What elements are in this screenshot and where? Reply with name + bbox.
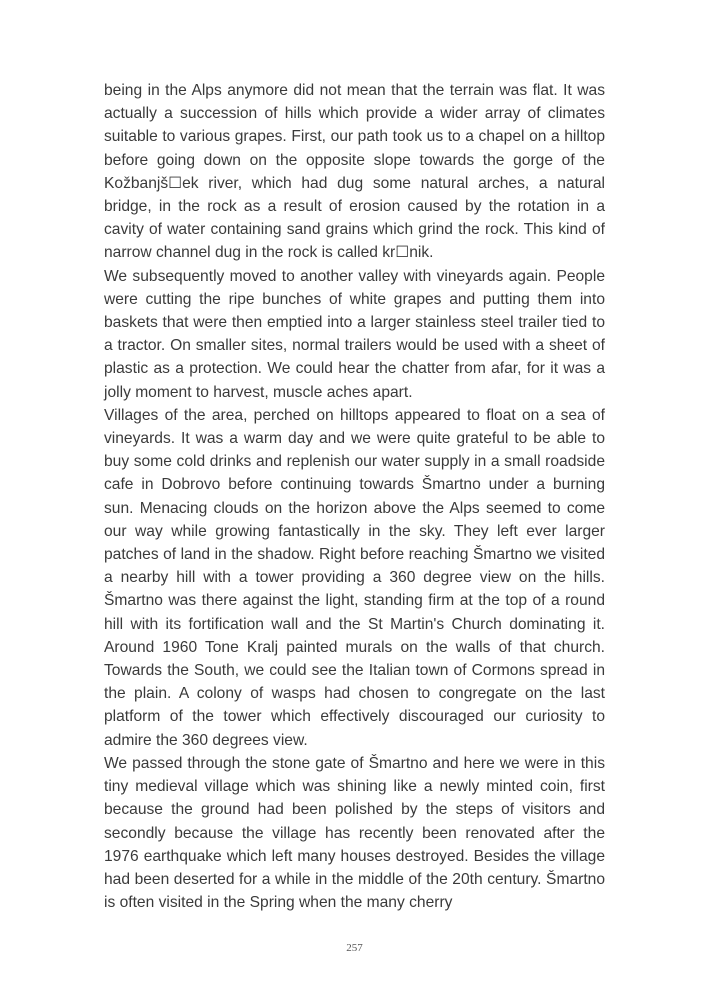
paragraph-2: We subsequently moved to another valley with vineyards again. People were cutting the ripe bunches of white grapes and putting them into baskets that were then emptied into a larger stainless steel trailer tied to a tractor. On smaller sites, normal trailers would be used with a sheet of plastic as a protection. We could hear the chatter from afar, for it was a jolly moment to harvest, muscle aches apart. xyxy=(104,267,605,401)
paragraph-1: being in the Alps anymore did not mean that the terrain was flat. It was actually a succession of hills which provide a wider array of climates suitable to various grapes. First, our path took us to a chapel on a hilltop before going down on the opposite slope towards the gorge of the Kožbanjš☐ek river, which had dug some natural arches, a natural bridge, in the rock as a result of erosion caused by the rotation in a cavity of water containing sand grains which grind the rock. This kind of narrow channel dug in the rock is called kr☐nik. xyxy=(104,82,605,262)
page-number: 257 xyxy=(346,942,363,954)
paragraph-4: We passed through the stone gate of Šmartno and here we were in this tiny medieval village which was shining like a newly minted coin, first because the ground had been polished by the steps of visitors and secondly because the village has recently been renovated after the 1976 earthquake which left many houses destroyed. Besides the village had been deserted for a while in the middle of the 20th century. Šmartno is often visited in the Spring when the many cherry xyxy=(104,754,605,912)
paragraph-3: Villages of the area, perched on hilltops appeared to float on a sea of vineyards. It was a warm day and we were quite grateful to be able to buy some cold drinks and replenish our water supply in a small roadside cafe in Dobrovo before continuing towards Šmartno under a burning sun. Menacing clouds on the horizon above the Alps seemed to come our way while growing fantastically in the sky. They left ever larger patches of land in the shadow. Right before reaching Šmartno we visited a nearby hill with a tower providing a 360 degree view on the hills. Šmartno was there against the light, standing firm at the top of a round hill with its fortification wall and the St Martin's Church dominating it. Around 1960 Tone Kralj painted murals on the walls of that church. Towards the South, we could see the Italian town of Cormons spread in the plain. A colony of wasps had chosen to congregate on the last platform of the tower which effectively discouraged our curiosity to admire the 360 degrees view. xyxy=(104,406,605,749)
body-text xyxy=(104,79,605,914)
